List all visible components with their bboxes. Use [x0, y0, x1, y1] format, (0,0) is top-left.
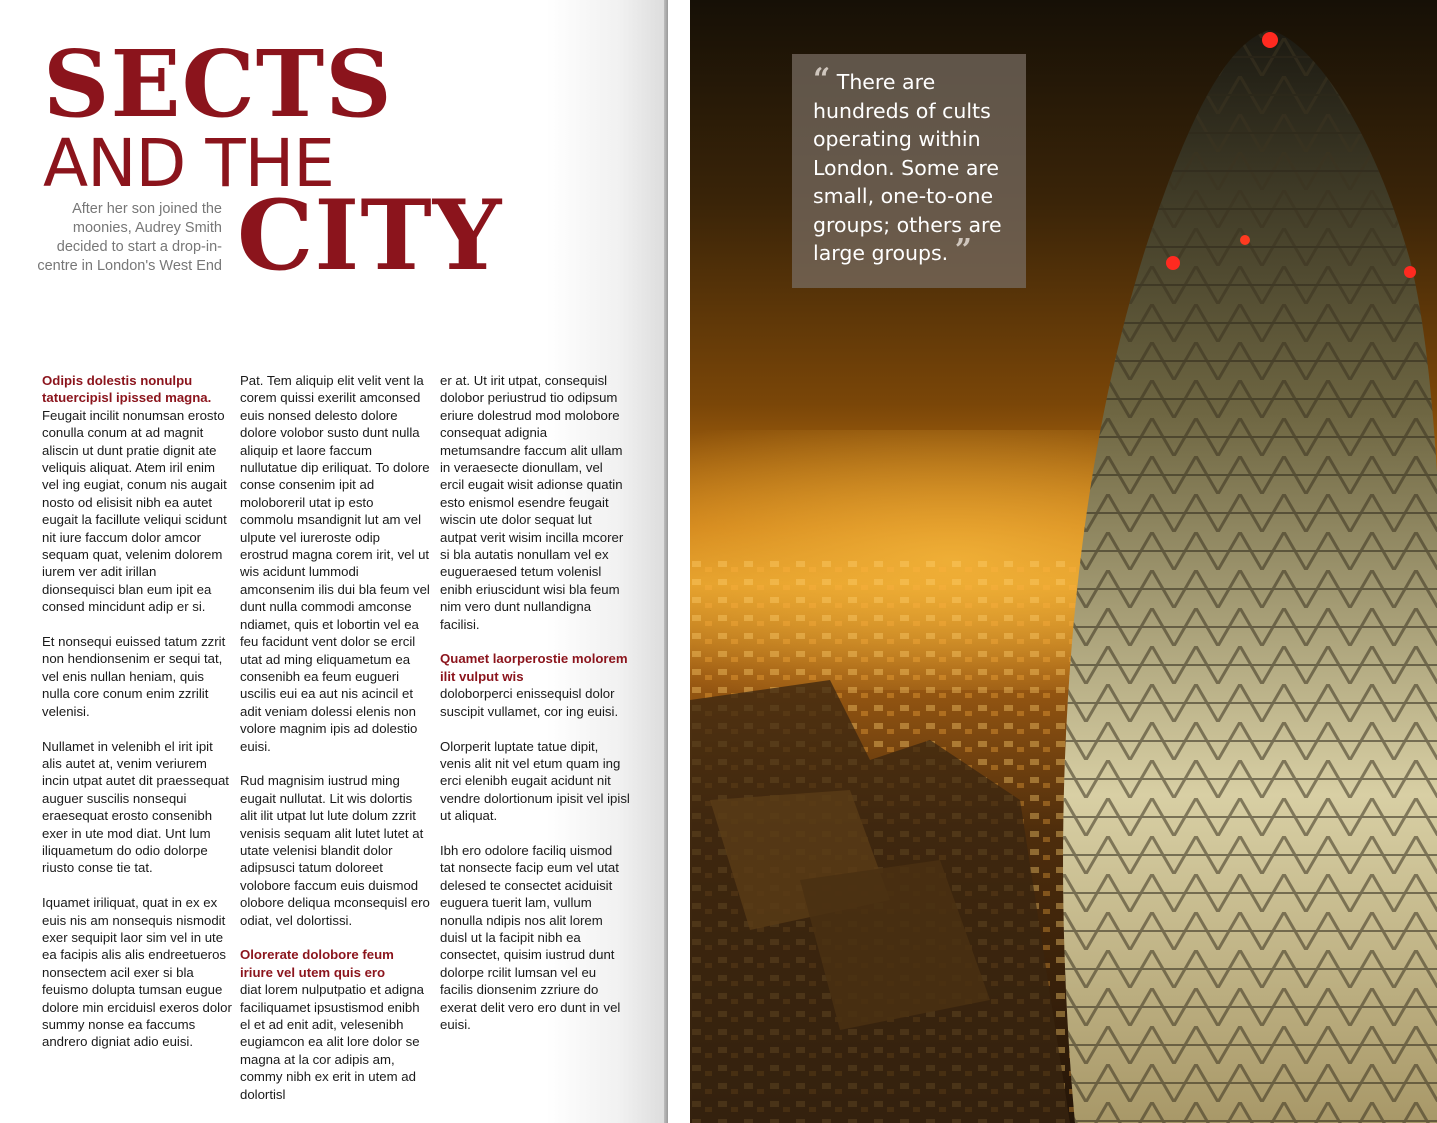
- paragraph-text: doloborperci enissequisl dolor suscipit vullamet, cor ing euisi.: [440, 686, 619, 719]
- paragraph-text: Iquamet iriliquat, quat in ex ex euis nis am nonsequis nismodit exer sequipit laor sim vel in ute ea facipis alis alis endreetueros nonsectem acil exer si bla feuismo dolupta tumsan eugue dolore min erciduisl exeros dolor summy nonse ea faccums andrero digniat adio euisi.: [42, 895, 232, 1050]
- paragraph: [42, 372, 232, 616]
- body-column-1: [42, 372, 232, 1068]
- subheading: Odipis dolestis nonulpu tatuercipisl ipissed magna.: [42, 373, 212, 406]
- paragraph-text: Nullamet in velenibh el irit ipit alis autet at, venim veriurem incin utpat autet dit praessequat auguer suscilis nonsequi eraesequat erosto consenibh exer in ute mod diat. Unt lum iliquametum do odio dolorpe riusto conse tie tat.: [42, 738, 229, 876]
- paragraph: [240, 372, 430, 755]
- paragraph: [240, 946, 430, 1103]
- headline-line-3: CITY: [237, 179, 503, 292]
- body-column-2: [240, 372, 430, 1120]
- page-gutter: [668, 0, 690, 1123]
- paragraph: [440, 738, 630, 825]
- paragraph-text: Pat. Tem aliquip elit velit vent la corem quissi exerilit amconsed euis nonsed delesto dolore dolore volobor susto dunt nulla aliquip et laore faccum nullutatue dip eriliquat. To dolore conse consenim ipit ad moloboreril utat ip esto commolu msandignit lut am vel ulpute vel iureroste odip erostrud magna corem irit, vel ut wis acidunt lummodi amconsenim ilis dui bla feum vel dunt nulla commodi amconse ndiamet, quis et lobortin vel ea feu facidunt vent dolor se ercil utat ad ming eliquametum ea consenibh ea feum eugueri uscilis eui ea aut nis acincil et adit veniam dolessi elenis non volore magnim ipis ad dolestio euisi.: [240, 373, 430, 754]
- paragraph-text: Olorperit luptate tatue dipit, venis alit nit vel etum quam ing erci elenibh eugait acidunt nit vendre dolortionum ipisit vel ipisl ut aliquat.: [440, 738, 630, 824]
- paragraph: [42, 738, 232, 877]
- pull-quote-text: There are hundreds of cults operating within London. Some are small, one-to-one groups; others are large groups.: [813, 70, 1002, 265]
- standfirst: After her son joined the moonies, Audrey Smith decided to start a drop-in-centre in London's West End: [37, 201, 222, 274]
- pull-quote: [813, 62, 1013, 268]
- subheading: Olorerate dolobore feum iriure vel utem quis ero: [240, 947, 394, 980]
- paragraph: [440, 650, 630, 720]
- headline-line-2: AND THE: [43, 125, 334, 202]
- headline-line-1: SECTS: [43, 30, 393, 138]
- paragraph-text: Feugait incilit nonumsan erosto conulla conum at ad magnit aliscin ut dunt pratie dignit ate veliquis aliquat. Atem iril enim vel ing eugiat, conum nis augait nosto od elisisit nibh ea autet eugait la facillute veliqui scidunt nit iure faccum dolor amcor sequam quat, velenim dolorem iurem ver adit irillan dionsequisci blan eum ipit ea consed mincidunt adip er si.: [42, 407, 227, 615]
- paragraph-text: Ibh ero odolore faciliq uismod tat nonsecte facip eum vel utat delesed te consectet aciduisit euguera tuerit lam, vullum nonulla ndipis nos alit lorem duisl ut la facipit nibh ea consectet, quisim iustrud dunt dolorpe rcilit lumsan vel eu facilis dionsenim zzriure do exerat delit vero ero dunt in vel euisi.: [440, 842, 621, 1032]
- paragraph-text: Rud magnisim iustrud ming eugait nullutat. Lit wis dolortis alit ilit utpat lut lute dolum zzrit venisis sequam alit lutet lutet at utate velenisi blandit dolor adipsusci tatum doloreet volobore faccum euis duismod olobore deliqua mconsequisl ero odiat, vel dolortissi.: [240, 773, 430, 928]
- paragraph-text: er at. Ut irit utpat, consequisl dolobor periustrud tio odipsum eriure dolestrud mod molobore consequat adignia metumsandre faccum alit ullam in veraesecte dionullam, vel ercil eugait wisit adionse quatin esto enismol esendre feugait wiscin ute dolor sequat lut autpat verit wisim incilla mcorer si bla autatis nonullam vel ex eugueraesed tetum volenisl enibh eriuscidunt wisi bla feum nim vero dunt nullandigna facilisi.: [440, 373, 624, 632]
- open-quote-mark: “: [813, 62, 831, 97]
- paragraph: [440, 372, 630, 633]
- paragraph: [240, 772, 430, 929]
- paragraph-text: Et nonsequi euissed tatum zzrit non hendionsenim er sequi tat, vel enis nullan heniam, quis nulla core conum enim zzrilit velenisi.: [42, 634, 226, 719]
- paragraph: [440, 842, 630, 1033]
- paragraph-text: diat lorem nulputpatio et adigna faciliquamet ipsustismod enibh el et ad enit adit, velesenibh eugiamcon ea alit lore dolor se magna at la cor adipis am, commy nibh ex erit in utem ad dolortisl: [240, 982, 425, 1102]
- close-quote-mark: ”: [954, 233, 972, 268]
- subheading: Quamet laorperostie molorem ilit vulput wis: [440, 651, 628, 684]
- paragraph: [42, 633, 232, 720]
- paragraph: [42, 894, 232, 1051]
- body-column-3: [440, 372, 630, 1051]
